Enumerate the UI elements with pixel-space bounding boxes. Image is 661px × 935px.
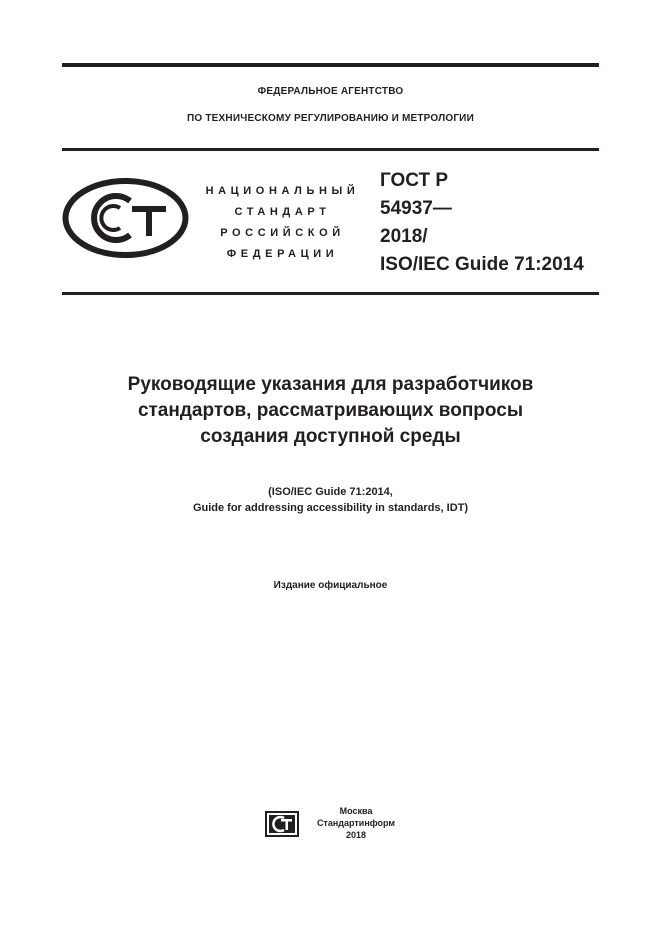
original-line-2: Guide for addressing accessibility in standards, IDT) [192, 502, 469, 514]
designation-line: ГОСТ Р [380, 170, 449, 191]
designation-rule [62, 292, 599, 295]
national-standard-line: ФЕДЕРАЦИИ [226, 248, 339, 260]
edition-note: Издание официальное [273, 580, 388, 591]
national-standard-line: НАЦИОНАЛЬНЫЙ [205, 185, 360, 197]
national-standard-label [195, 181, 370, 265]
agency-line-1: ФЕДЕРАЛЬНОЕ АГЕНТСТВО [257, 86, 404, 97]
publisher-year: 2018 [345, 830, 367, 840]
original-line-1: (ISO/IEC Guide 71:2014, [268, 486, 393, 498]
publisher-name: Стандартинформ [316, 818, 396, 828]
title-line: создания доступной среды [200, 426, 461, 447]
standard-designation [380, 167, 584, 279]
standartinform-logo-icon [264, 810, 300, 838]
publisher-city: Москва [339, 806, 373, 816]
publisher-imprint [308, 805, 404, 841]
top-rule [62, 63, 599, 67]
header-rule [62, 148, 599, 151]
national-standard-line: СТАНДАРТ [234, 206, 331, 218]
original-reference [0, 484, 661, 516]
designation-line: 54937— [380, 198, 452, 219]
designation-line: 2018/ [380, 226, 428, 247]
rst-conformity-mark-icon [62, 177, 189, 259]
title-line: Руководящие указания для разработчиков [127, 374, 534, 395]
national-standard-line: РОССИЙСКОЙ [220, 227, 345, 239]
designation-line: ISO/IEC Guide 71:2014 [380, 254, 584, 275]
title-line: стандартов, рассматривающих вопросы [137, 400, 524, 421]
agency-line-2: ПО ТЕХНИЧЕСКОМУ РЕГУЛИРОВАНИЮ И МЕТРОЛОГИИ [187, 113, 474, 124]
document-title [0, 372, 661, 450]
